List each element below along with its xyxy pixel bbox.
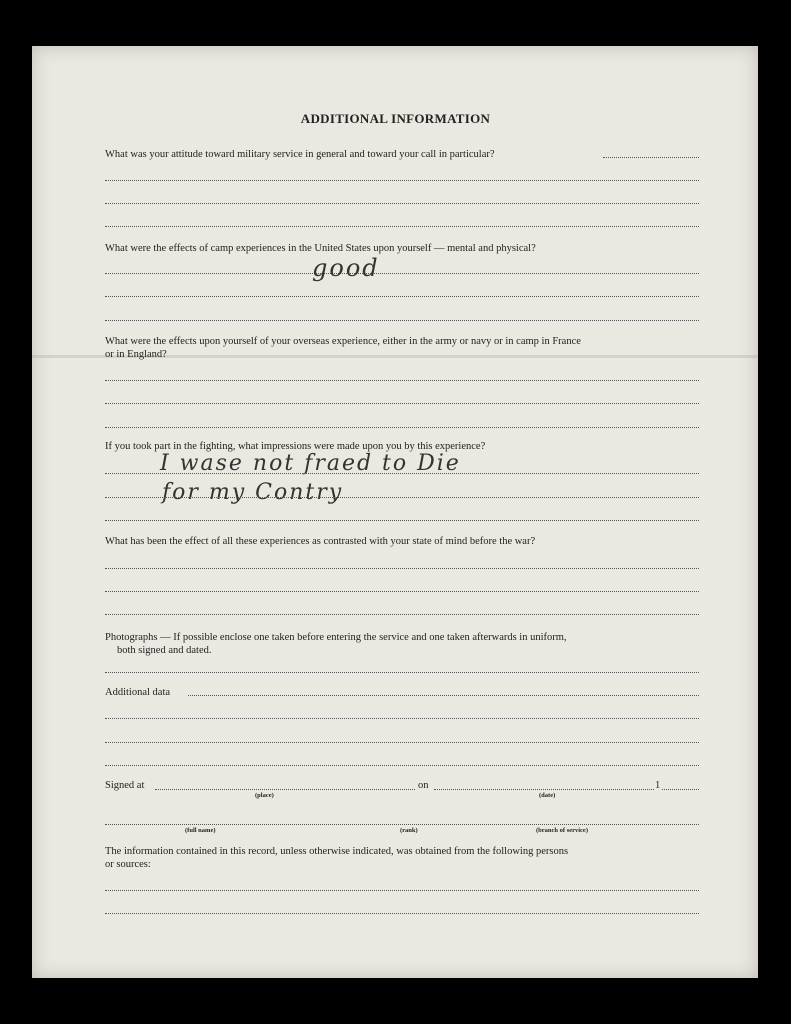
- answer-line: [105, 380, 699, 381]
- signature-line: [105, 824, 699, 825]
- date-line: [434, 789, 654, 790]
- answer-line: [105, 203, 699, 204]
- answer-line: [105, 473, 699, 474]
- page-title: ADDITIONAL INFORMATION: [300, 111, 491, 126]
- answer-line: [105, 890, 699, 891]
- answer-line: [603, 157, 699, 158]
- answer-line: [105, 718, 699, 719]
- answer-line: [105, 520, 699, 521]
- on-label: on: [418, 780, 429, 791]
- answer-line: [105, 273, 699, 274]
- answer-line: [105, 765, 699, 766]
- signed-at-label: Signed at: [105, 780, 145, 791]
- question-attitude: What was your attitude toward military service in general and toward your call in particular?: [105, 149, 495, 160]
- answer-line: [105, 672, 699, 673]
- answer-line: [105, 568, 699, 569]
- handwritten-answer-line-2: for my Contry: [162, 480, 344, 505]
- form-page: [32, 46, 758, 978]
- answer-line: [188, 695, 699, 696]
- answer-line: [105, 591, 699, 592]
- answer-line: [105, 497, 699, 498]
- question-photographs: Photographs — If possible enclose one taken before entering the service and one taken afterwards in uniform, both signed and dated.: [105, 632, 567, 656]
- answer-line: [105, 913, 699, 914]
- place-line: [155, 789, 415, 790]
- rank-caption: (rank): [400, 827, 418, 834]
- year-line: [662, 789, 699, 790]
- answer-line: [105, 742, 699, 743]
- question-additional-data: Additional data: [105, 687, 171, 698]
- handwritten-answer-camp: good: [312, 254, 380, 282]
- answer-line: [105, 180, 699, 181]
- question-camp-effects: What were the effects of camp experiences in the United States upon yourself — mental and physical?: [105, 243, 536, 254]
- handwritten-answer-line-1: I wase not fraed to Die: [160, 451, 461, 476]
- answer-line: [105, 226, 699, 227]
- answer-line: [105, 320, 699, 321]
- answer-line: [105, 296, 699, 297]
- answer-line: [105, 403, 699, 404]
- question-fighting-impressions: If you took part in the fighting, what impressions were made upon you by this experience?: [105, 441, 486, 452]
- question-overseas-effects: What were the effects upon yourself of your overseas experience, either in the army or navy or in camp in France or in England?: [105, 336, 581, 360]
- question-information-sources: The information contained in this record, unless otherwise indicated, was obtained from the following persons or sources:: [105, 846, 569, 870]
- answer-line: [105, 427, 699, 428]
- answer-line: [105, 614, 699, 615]
- full-name-caption: (full name): [185, 827, 216, 834]
- branch-caption: (branch of service): [536, 827, 588, 834]
- date-caption: (date): [539, 792, 556, 799]
- year-prefix: 1: [655, 780, 661, 791]
- question-state-of-mind: What has been the effect of all these experiences as contrasted with your state of mind before the war?: [105, 536, 536, 547]
- place-caption: (place): [255, 792, 274, 799]
